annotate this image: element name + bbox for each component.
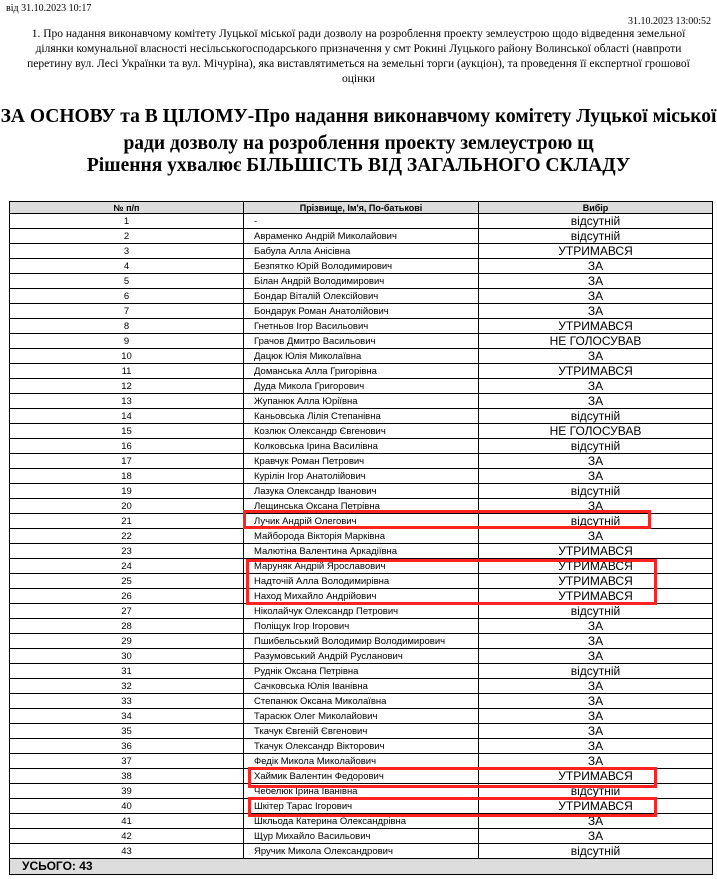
row-number: 29: [10, 634, 244, 649]
row-number: 6: [10, 289, 244, 304]
row-number: 26: [10, 589, 244, 604]
row-number: 18: [10, 469, 244, 484]
deputy-name: Разумовський Андрій Русланович: [244, 649, 479, 664]
deputy-name: Дацюк Юлія Миколаївна: [244, 349, 479, 364]
deputy-name: Чебелюк Ірина Іванівна: [244, 784, 479, 799]
deputy-name: Доманська Алла Григорівна: [244, 364, 479, 379]
deputy-name: Сачковська Юлія Іванівна: [244, 679, 479, 694]
vote-choice: УТРИМАВСЯ: [479, 559, 713, 574]
vote-choice: ЗА: [479, 619, 713, 634]
deputy-name: Яручик Микола Олександрович: [244, 844, 479, 859]
vote-choice: ЗА: [479, 274, 713, 289]
deputy-name: Безпятко Юрій Володимирович: [244, 259, 479, 274]
deputy-name: -: [244, 214, 479, 229]
row-number: 28: [10, 619, 244, 634]
row-number: 12: [10, 379, 244, 394]
row-number: 11: [10, 364, 244, 379]
vote-choice: ЗА: [479, 649, 713, 664]
vote-choice: УТРИМАВСЯ: [479, 319, 713, 334]
row-number: 1: [10, 214, 244, 229]
vote-choice: ЗА: [479, 814, 713, 829]
table-row: [10, 484, 713, 499]
deputy-name: Колковська Ірина Василівна: [244, 439, 479, 454]
deputy-name: Лещинська Оксана Петрівна: [244, 499, 479, 514]
row-number: 27: [10, 604, 244, 619]
deputy-name: Поліщук Ігор Ігорович: [244, 619, 479, 634]
row-number: 20: [10, 499, 244, 514]
table-row: [10, 709, 713, 724]
deputy-name: Хаймик Валентин Федорович: [244, 769, 479, 784]
row-number: 31: [10, 664, 244, 679]
table-row: [10, 319, 713, 334]
table-row: [10, 514, 713, 529]
table-row: [10, 349, 713, 364]
vote-choice: ЗА: [479, 529, 713, 544]
table-row: [10, 694, 713, 709]
row-number: 5: [10, 274, 244, 289]
table-row: [10, 664, 713, 679]
deputy-name: Курілін Ігор Анатолійович: [244, 469, 479, 484]
deputy-name: Авраменко Андрій Миколайович: [244, 229, 479, 244]
row-number: 39: [10, 784, 244, 799]
row-number: 33: [10, 694, 244, 709]
vote-choice: відсутній: [479, 214, 713, 229]
deputy-name: Грачов Дмитро Васильович: [244, 334, 479, 349]
vote-title: ЗА ОСНОВУ та В ЦІЛОМУ-Про надання виконавчому комітету Луцької міської ради дозволу на розроблення проекту землеустрою щ: [0, 106, 717, 154]
table-row: [10, 469, 713, 484]
table-row: [10, 619, 713, 634]
deputy-name: Бабула Алла Анісівна: [244, 244, 479, 259]
deputy-name: Малютіна Валентина Аркадіївна: [244, 544, 479, 559]
row-number: 3: [10, 244, 244, 259]
table-row: [10, 799, 713, 814]
vote-results-table: [9, 201, 713, 875]
row-number: 13: [10, 394, 244, 409]
deputy-name: Шкітер Тарас Ігорович: [244, 799, 479, 814]
row-number: 4: [10, 259, 244, 274]
table-row: [10, 724, 713, 739]
total-count: УСЬОГО: 43: [10, 859, 713, 875]
created-date: від 31.10.2023 10:17: [6, 3, 92, 14]
vote-choice: ЗА: [479, 754, 713, 769]
row-number: 19: [10, 484, 244, 499]
table-row: [10, 574, 713, 589]
row-number: 25: [10, 574, 244, 589]
deputy-name: Бондарук Роман Анатолійович: [244, 304, 479, 319]
vote-choice: ЗА: [479, 679, 713, 694]
vote-choice: відсутній: [479, 409, 713, 424]
vote-choice: УТРИМАВСЯ: [479, 769, 713, 784]
table-row: [10, 649, 713, 664]
table-row: [10, 259, 713, 274]
table-row: [10, 784, 713, 799]
vote-choice: УТРИМАВСЯ: [479, 364, 713, 379]
deputy-name: Надточій Алла Володимирівна: [244, 574, 479, 589]
vote-choice: УТРИМАВСЯ: [479, 589, 713, 604]
table-row: [10, 634, 713, 649]
deputy-name: Кравчук Роман Петрович: [244, 454, 479, 469]
row-number: 2: [10, 229, 244, 244]
deputy-name: Козлюк Олександр Євгенович: [244, 424, 479, 439]
deputy-name: Степанюк Оксана Миколаївна: [244, 694, 479, 709]
row-number: 40: [10, 799, 244, 814]
table-row: [10, 409, 713, 424]
row-number: 14: [10, 409, 244, 424]
vote-choice: ЗА: [479, 499, 713, 514]
total-row: [10, 859, 713, 875]
deputy-name: Пшибельський Володимир Володимирович: [244, 634, 479, 649]
vote-choice: УТРИМАВСЯ: [479, 799, 713, 814]
deputy-name: Маруняк Андрій Ярославович: [244, 559, 479, 574]
vote-choice: ЗА: [479, 724, 713, 739]
deputy-name: Білан Андрій Володимирович: [244, 274, 479, 289]
vote-choice: ЗА: [479, 454, 713, 469]
vote-choice: ЗА: [479, 709, 713, 724]
vote-choice: відсутній: [479, 514, 713, 529]
deputy-name: Наход Михайло Андрійович: [244, 589, 479, 604]
vote-choice: ЗА: [479, 349, 713, 364]
deputy-name: Дуда Микола Григорович: [244, 379, 479, 394]
vote-choice: ЗА: [479, 304, 713, 319]
deputy-name: Майборода Вікторія Марківна: [244, 529, 479, 544]
table-row: [10, 814, 713, 829]
deputy-name: Тарасюк Олег Миколайович: [244, 709, 479, 724]
vote-choice: ЗА: [479, 289, 713, 304]
row-number: 41: [10, 814, 244, 829]
table-row: [10, 214, 713, 229]
table-row: [10, 454, 713, 469]
row-number: 32: [10, 679, 244, 694]
row-number: 21: [10, 514, 244, 529]
deputy-name: Ніколайчук Олександр Петрович: [244, 604, 479, 619]
vote-choice: ЗА: [479, 694, 713, 709]
deputy-name: Федік Микола Миколайович: [244, 754, 479, 769]
vote-choice: УТРИМАВСЯ: [479, 244, 713, 259]
row-number: 16: [10, 439, 244, 454]
table-row: [10, 364, 713, 379]
vote-choice: відсутній: [479, 484, 713, 499]
deputy-name: Ткачук Євгеній Євгенович: [244, 724, 479, 739]
table-row: [10, 499, 713, 514]
vote-choice: відсутній: [479, 604, 713, 619]
vote-choice: відсутній: [479, 229, 713, 244]
table-row: [10, 529, 713, 544]
table-row: [10, 334, 713, 349]
table-row: [10, 394, 713, 409]
deputy-name: Щур Михайло Васильович: [244, 829, 479, 844]
col-choice: Вибір: [479, 202, 713, 214]
row-number: 37: [10, 754, 244, 769]
col-name: Прізвище, Ім'я, По-батькові: [244, 202, 479, 214]
col-number: № п/п: [10, 202, 244, 214]
row-number: 7: [10, 304, 244, 319]
table-row: [10, 844, 713, 859]
vote-choice: ЗА: [479, 829, 713, 844]
vote-choice: відсутній: [479, 439, 713, 454]
vote-choice: УТРИМАВСЯ: [479, 544, 713, 559]
row-number: 35: [10, 724, 244, 739]
vote-choice: УТРИМАВСЯ: [479, 574, 713, 589]
table-row: [10, 289, 713, 304]
vote-choice: відсутній: [479, 664, 713, 679]
deputy-name: Ткачук Олександр Вікторович: [244, 739, 479, 754]
vote-choice: ЗА: [479, 469, 713, 484]
table-row: [10, 274, 713, 289]
vote-choice: ЗА: [479, 379, 713, 394]
row-number: 15: [10, 424, 244, 439]
table-row: [10, 769, 713, 784]
table-row: [10, 244, 713, 259]
table-row: [10, 379, 713, 394]
vote-choice: НЕ ГОЛОСУВАВ: [479, 424, 713, 439]
deputy-name: Шкльода Катерина Олександрівна: [244, 814, 479, 829]
vote-choice: ЗА: [479, 259, 713, 274]
table-header: [10, 202, 713, 214]
row-number: 34: [10, 709, 244, 724]
vote-choice: НЕ ГОЛОСУВАВ: [479, 334, 713, 349]
table-row: [10, 424, 713, 439]
table-row: [10, 559, 713, 574]
deputy-name: Лучик Андрій Олегович: [244, 514, 479, 529]
vote-timestamp: 31.10.2023 13:00:52: [627, 16, 711, 27]
table-row: [10, 829, 713, 844]
table-row: [10, 604, 713, 619]
table-row: [10, 304, 713, 319]
deputy-name: Лазука Олександр Іванович: [244, 484, 479, 499]
vote-choice: відсутній: [479, 784, 713, 799]
row-number: 9: [10, 334, 244, 349]
agenda-item-description: 1. Про надання виконавчому комітету Луцької міської ради дозволу на розроблення проекту землеустрою щодо відведення земельної ділянки комунальної власності несільськогосподарського призначення у смт Рокині Луцького району Волинської області (навпроти перетину вул. Лесі Українки та вул. Мічуріна), яка виставлятиметься на земельні торги (аукціон), та проведення її експертної грошової оцінки: [27, 28, 690, 85]
row-number: 36: [10, 739, 244, 754]
deputy-name: Руднік Оксана Петрівна: [244, 664, 479, 679]
table-row: [10, 679, 713, 694]
table-row: [10, 229, 713, 244]
vote-choice: ЗА: [479, 634, 713, 649]
row-number: 17: [10, 454, 244, 469]
deputy-name: Бондар Віталій Олексійович: [244, 289, 479, 304]
row-number: 24: [10, 559, 244, 574]
vote-choice: відсутній: [479, 844, 713, 859]
decision-rule: Рішення ухвалює БІЛЬШІСТЬ ВІД ЗАГАЛЬНОГО СКЛАДУ: [86, 155, 631, 176]
row-number: 8: [10, 319, 244, 334]
row-number: 22: [10, 529, 244, 544]
table-row: [10, 754, 713, 769]
row-number: 42: [10, 829, 244, 844]
deputy-name: Каньовська Лілія Степанівна: [244, 409, 479, 424]
row-number: 38: [10, 769, 244, 784]
table-row: [10, 589, 713, 604]
row-number: 43: [10, 844, 244, 859]
deputy-name: Гнетньов Ігор Васильович: [244, 319, 479, 334]
vote-choice: ЗА: [479, 739, 713, 754]
vote-choice: ЗА: [479, 394, 713, 409]
deputy-name: Жупанюк Алла Юріївна: [244, 394, 479, 409]
table-row: [10, 439, 713, 454]
row-number: 10: [10, 349, 244, 364]
row-number: 23: [10, 544, 244, 559]
table-row: [10, 544, 713, 559]
row-number: 30: [10, 649, 244, 664]
table-row: [10, 739, 713, 754]
